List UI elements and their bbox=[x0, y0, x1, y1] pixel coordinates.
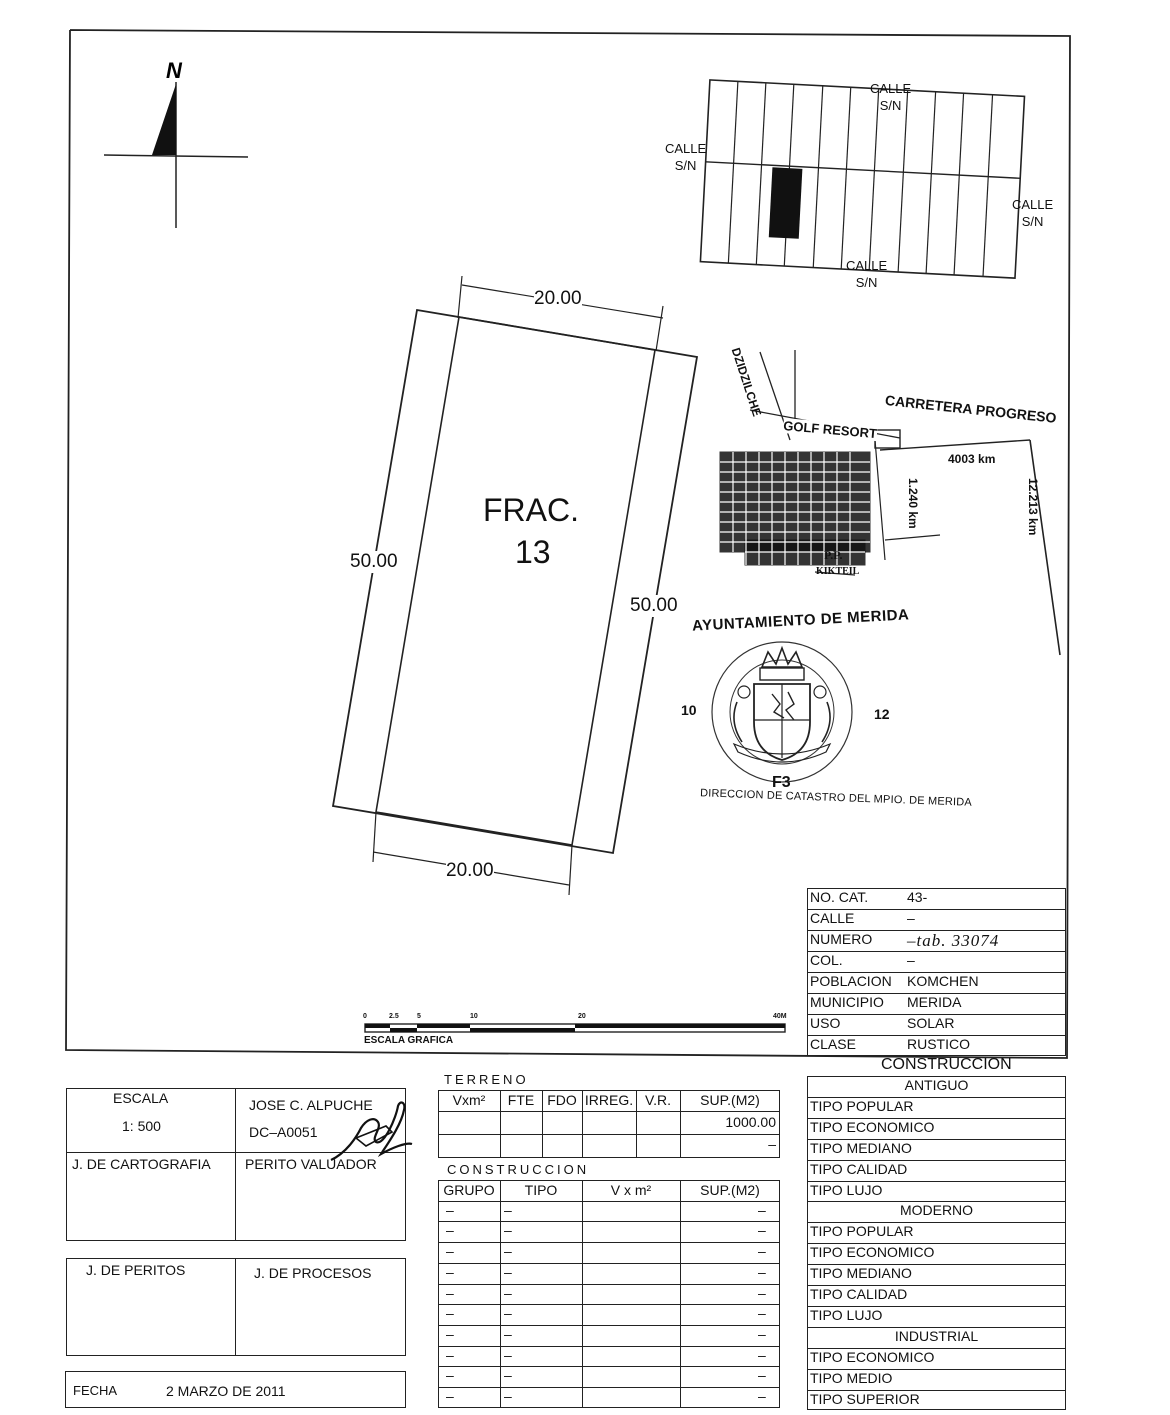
dim-top: 20.00 bbox=[534, 288, 582, 309]
constr-dash: – bbox=[758, 1263, 766, 1280]
ctype-item: TIPO LUJO bbox=[810, 1306, 883, 1323]
cadastral-label: MUNICIPIO bbox=[810, 994, 884, 1010]
street-top-line2: S/N bbox=[879, 98, 902, 113]
cadastral-value: 43- bbox=[907, 889, 928, 905]
constr-row-line bbox=[438, 1325, 780, 1326]
street-top-line1: CALLE bbox=[870, 81, 912, 96]
constr-dash: – bbox=[504, 1325, 512, 1342]
constr-dash: – bbox=[504, 1243, 512, 1260]
cadastral-value: RUSTICO bbox=[907, 1036, 970, 1052]
constr-dash: – bbox=[504, 1284, 512, 1301]
constr-row-line bbox=[438, 1284, 780, 1285]
constr-dash: – bbox=[446, 1243, 454, 1260]
ctype-item: TIPO CALIDAD bbox=[810, 1160, 908, 1177]
scale-tick-2: 5 bbox=[417, 1013, 421, 1020]
seal-top-text: AYUNTAMIENTO DE MERIDA bbox=[691, 606, 910, 635]
highlighted-lot bbox=[769, 167, 803, 238]
scale-tick-5: 40M bbox=[773, 1013, 787, 1020]
street-left-label bbox=[665, 140, 706, 174]
approval-divider bbox=[235, 1258, 236, 1356]
signature-divider bbox=[235, 1088, 236, 1241]
constr-header: TIPO bbox=[524, 1182, 558, 1198]
constr-dash: – bbox=[446, 1325, 454, 1342]
constr-dash: – bbox=[446, 1388, 454, 1404]
north-arrow-icon bbox=[104, 82, 248, 228]
constr-dash: – bbox=[446, 1284, 454, 1301]
ctype-item: TIPO SUPERIOR bbox=[810, 1390, 920, 1407]
constr-row-line bbox=[438, 1346, 780, 1347]
street-top-label bbox=[870, 80, 911, 114]
scale-bar bbox=[365, 1024, 785, 1032]
terreno-title: TERRENO bbox=[444, 1072, 529, 1087]
cadastral-row-line bbox=[807, 909, 1066, 910]
cadastral-label: NO. CAT. bbox=[810, 889, 869, 905]
escala-value: 1: 500 bbox=[122, 1118, 161, 1134]
j-cartografia: J. DE CARTOGRAFIA bbox=[72, 1156, 211, 1172]
constr-dash: – bbox=[758, 1388, 766, 1404]
constr-dash: – bbox=[504, 1346, 512, 1363]
street-left-line2: S/N bbox=[674, 158, 697, 173]
constr-row-line bbox=[438, 1221, 780, 1222]
cadastral-row-line bbox=[807, 1014, 1066, 1015]
ctype-item: TIPO CALIDAD bbox=[810, 1286, 908, 1302]
pp-label: P.P. bbox=[824, 548, 843, 562]
lot-polygon bbox=[333, 276, 697, 895]
constr-dash: – bbox=[758, 1346, 766, 1363]
constr-dash: – bbox=[758, 1243, 766, 1260]
terreno-row-line bbox=[438, 1134, 780, 1135]
ctype-item: TIPO ECONOMICO bbox=[810, 1118, 935, 1135]
lot-label-line1: FRAC. bbox=[483, 492, 579, 528]
ctype-item: TIPO LUJO bbox=[810, 1181, 883, 1198]
dist2-label: 1.240 km bbox=[906, 478, 920, 529]
terreno-sup-value: 1000.00 bbox=[725, 1114, 776, 1130]
constr-dash: – bbox=[758, 1201, 766, 1218]
ctype-item: TIPO ECONOMICO bbox=[810, 1244, 935, 1261]
constr-row-line bbox=[438, 1387, 780, 1388]
ctype-group-label: ANTIGUO bbox=[904, 1077, 969, 1093]
terreno-header: V.R. bbox=[645, 1092, 671, 1108]
construction-types-title: CONSTRUCCION bbox=[881, 1056, 1012, 1073]
seal-right-num: 12 bbox=[874, 706, 890, 722]
street-left-line1: CALLE bbox=[665, 141, 707, 156]
scale-tick-4: 20 bbox=[578, 1013, 586, 1020]
cadastral-value: – bbox=[907, 910, 915, 926]
seal-bottom-text: DIRECCION DE CATASTRO DEL MPIO. DE MERIDA bbox=[699, 787, 973, 809]
north-label: N bbox=[166, 58, 182, 83]
ctype-item: TIPO MEDIANO bbox=[810, 1265, 912, 1282]
constr-dash: – bbox=[446, 1222, 454, 1239]
terreno-header: SUP.(M2) bbox=[700, 1092, 760, 1108]
constr-row-line bbox=[438, 1304, 780, 1305]
constr-row-line bbox=[438, 1263, 780, 1264]
cadastral-row-line bbox=[807, 972, 1066, 973]
constr-row-line bbox=[438, 1201, 780, 1202]
fecha-label: FECHA bbox=[73, 1383, 118, 1398]
cadastral-row-line bbox=[807, 1035, 1066, 1036]
scale-tick-0: 0 bbox=[363, 1013, 367, 1020]
street-bottom-line2: S/N bbox=[855, 275, 878, 290]
terreno-header: Vxm² bbox=[452, 1092, 486, 1108]
golf-label: GOLF RESORT bbox=[782, 418, 878, 442]
constr-dash: – bbox=[504, 1305, 512, 1322]
terreno-header: FTE bbox=[507, 1092, 535, 1108]
street-right-line1: CALLE bbox=[1012, 197, 1054, 212]
escala-label: ESCALA bbox=[113, 1090, 169, 1106]
perito-name: JOSE C. ALPUCHE bbox=[249, 1097, 373, 1113]
dim-left: 50.00 bbox=[350, 551, 398, 572]
lot-label-line2: 13 bbox=[515, 534, 551, 570]
constr-dash: – bbox=[504, 1388, 512, 1404]
cadastral-row-line bbox=[807, 993, 1066, 994]
street-bottom-label bbox=[846, 257, 887, 291]
kiktel-label: KIKTEIL bbox=[816, 566, 860, 577]
seal-code: F3 bbox=[772, 774, 791, 791]
scale-tick-1: 2.5 bbox=[389, 1013, 399, 1020]
cadastral-label: COL. bbox=[810, 952, 843, 968]
location-map bbox=[700, 80, 1024, 278]
constr-dash: – bbox=[446, 1346, 454, 1363]
ctype-item: TIPO ECONOMICO bbox=[810, 1348, 935, 1365]
constr-dash: – bbox=[504, 1201, 512, 1218]
j-procesos: J. DE PROCESOS bbox=[254, 1265, 372, 1281]
cadastral-value: KOMCHEN bbox=[907, 973, 979, 989]
dzidzilche-label: DZIDZILCHE bbox=[728, 346, 765, 419]
scale-tick-3: 10 bbox=[470, 1013, 478, 1020]
constr-header: V x m² bbox=[610, 1182, 652, 1198]
constr-header: GRUPO bbox=[443, 1182, 495, 1198]
cadastral-label: CLASE bbox=[810, 1036, 856, 1052]
constr-dash: – bbox=[758, 1305, 766, 1322]
cadastral-row-line bbox=[807, 951, 1066, 952]
construccion-title: CONSTRUCCION bbox=[447, 1162, 590, 1177]
constr-dash: – bbox=[446, 1201, 454, 1218]
cadastral-label: NUMERO bbox=[810, 931, 873, 947]
constr-col-line bbox=[582, 1180, 583, 1408]
terreno-header: FDO bbox=[547, 1092, 577, 1108]
constr-dash: – bbox=[504, 1367, 512, 1384]
golf-blocks bbox=[720, 452, 870, 565]
terreno-row-line bbox=[438, 1111, 780, 1112]
constr-row-line bbox=[438, 1242, 780, 1243]
cadastral-value: MERIDA bbox=[907, 994, 962, 1010]
ctype-group-label: INDUSTRIAL bbox=[894, 1327, 979, 1344]
road-label: CARRETERA PROGRESO bbox=[884, 392, 1058, 426]
constr-header: SUP.(M2) bbox=[700, 1182, 760, 1198]
cadastral-label: CALLE bbox=[810, 910, 855, 926]
construccion-table bbox=[438, 1180, 780, 1408]
cadastral-value: – bbox=[907, 952, 915, 968]
constr-dash: – bbox=[758, 1222, 766, 1239]
street-bottom-line1: CALLE bbox=[846, 258, 888, 273]
dist3-label: 12.213 km bbox=[1026, 478, 1040, 536]
constr-dash: – bbox=[758, 1367, 766, 1384]
ctype-group-label: MODERNO bbox=[899, 1202, 974, 1219]
dim-bottom: 20.00 bbox=[446, 860, 494, 881]
seal-left-num: 10 bbox=[681, 702, 697, 718]
j-peritos: J. DE PERITOS bbox=[86, 1262, 186, 1278]
terreno-sup-value: – bbox=[768, 1136, 776, 1152]
cadastral-label: USO bbox=[810, 1015, 841, 1031]
street-right-line2: S/N bbox=[1021, 214, 1044, 229]
municipal-seal bbox=[712, 642, 852, 782]
street-right-label bbox=[1012, 196, 1053, 230]
constr-dash: – bbox=[446, 1305, 454, 1322]
fecha-value: 2 MARZO DE 2011 bbox=[166, 1383, 286, 1399]
constr-row-line bbox=[438, 1366, 780, 1367]
perito-code: DC–A0051 bbox=[249, 1124, 318, 1140]
ctype-item: TIPO MEDIANO bbox=[810, 1139, 912, 1156]
perito-valuador: PERITO VALUADOR bbox=[245, 1156, 377, 1172]
terreno-header: IRREG. bbox=[584, 1092, 634, 1108]
dim-right: 50.00 bbox=[630, 595, 678, 616]
cadastral-value: –tab. 33074 bbox=[907, 931, 1000, 950]
ctype-item: TIPO MEDIO bbox=[810, 1369, 893, 1386]
cadastral-label: POBLACION bbox=[810, 973, 892, 989]
constr-col-line bbox=[680, 1180, 681, 1408]
scale-label: ESCALA GRAFICA bbox=[364, 1035, 454, 1046]
constr-dash: – bbox=[504, 1222, 512, 1239]
constr-dash: – bbox=[758, 1325, 766, 1342]
constr-col-line bbox=[500, 1180, 501, 1408]
constr-dash: – bbox=[446, 1367, 454, 1384]
dist1-label: 4003 km bbox=[948, 452, 996, 466]
ctype-item: TIPO POPULAR bbox=[810, 1223, 914, 1240]
constr-dash: – bbox=[758, 1284, 766, 1301]
constr-dash: – bbox=[504, 1263, 512, 1280]
ctype-item: TIPO POPULAR bbox=[810, 1097, 914, 1114]
cadastral-row-line bbox=[807, 930, 1066, 931]
cadastral-value: SOLAR bbox=[907, 1015, 955, 1031]
constr-dash: – bbox=[446, 1263, 454, 1280]
